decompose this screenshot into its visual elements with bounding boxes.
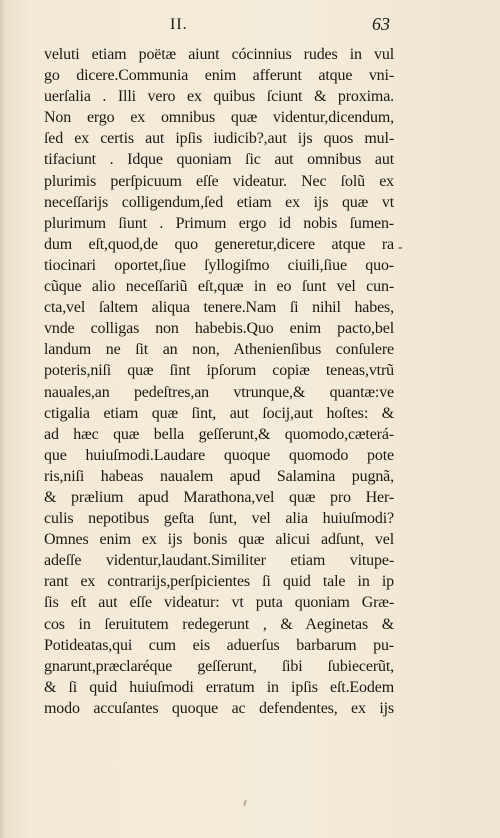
text-line: neceſſarijs colligendum,ſed etiam ex ijs quæ vt (44, 193, 394, 211)
page-number: 63 (372, 14, 390, 34)
text-line: vnde colligas non habebis.Quo enim pacto,bel (44, 320, 394, 338)
running-head (44, 14, 390, 38)
signature-mark: II. (170, 16, 188, 33)
text-line: gnarunt,præclaréque geſſerunt, ſibi ſubiecerũt, (44, 657, 394, 675)
text-line: ctigalia etiam quæ ſint, aut ſocij,aut hoſtes: & (44, 404, 394, 422)
text-line: cta,vel ſaltem aliqua tenere.Nam ſi nihil habes, (44, 299, 394, 317)
text-line: Potideatas,qui cum eis aduerſus barbarum pu- (44, 636, 394, 654)
margin-mark: - (398, 240, 403, 255)
body-text (44, 44, 394, 719)
text-line: veluti etiam poëtæ aiunt cócinnius rudes in vul (44, 46, 394, 63)
text-line: dum eſt,quod,de quo generetur,dicere atque ra (44, 235, 394, 253)
text-line: poteris,niſi quæ ſint ipſorum copiæ teneas,vtrũ (44, 362, 394, 380)
text-line: ſed ex certis aut ipſis iudicib?,aut ijs quos mul- (44, 130, 394, 148)
text-line: que huiuſmodi.Laudare quoque quomodo pote (44, 446, 394, 464)
text-line: ad hæc quæ bella geſſerunt,& quomodo,cæterá- (44, 425, 394, 443)
text-line: cũque alio neceſſariũ eſt,quæ in eo ſunt vel cun- (44, 278, 394, 296)
text-line: modo accuſantes quoque ac defendentes, ex ijs (44, 699, 394, 717)
text-line: ſis eſt aut eſſe videatur: vt puta quoniam Græ- (44, 594, 394, 612)
text-line: tiocinari oportet,ſiue ſyllogiſmo ciuili,ſiue quo- (44, 256, 394, 274)
text-line: plurimis perſpicuum eſſe videatur. Nec ſolũ ex (44, 172, 394, 190)
text-line: tifaciunt . Idque quoniam ſic aut omnibus aut (44, 151, 394, 169)
text-line: plurimum ſiunt . Primum ergo id nobis ſumen- (44, 214, 394, 232)
text-line: ris,niſi habeas naualem apud Salamina pugnã, (44, 467, 394, 485)
paper-speck (243, 800, 247, 806)
text-line: & prælium apud Marathona,vel quæ pro Her- (44, 488, 394, 506)
text-line: culis nepotibus geſta ſunt, vel alia huiuſmodi? (44, 510, 394, 528)
text-line: rant ex contrarijs,perſpicientes ſi quid tale in ip (44, 573, 394, 591)
text-line: Omnes enim ex ijs bonis quæ alicui adſunt, vel (44, 531, 394, 549)
text-line: adeſſe videntur,laudant.Similiter etiam vitupe- (44, 552, 394, 570)
text-line: Non ergo ex omnibus quæ videntur,dicendum, (44, 109, 394, 127)
text-line: nauales,an pedeſtres,an vtrunque,& quantæ:ve (44, 383, 394, 401)
text-line: uerſalia . Illi vero ex quibus ſciunt & proxima. (44, 88, 394, 106)
text-line: go dicere.Communia enim afferunt atque vni- (44, 67, 394, 85)
text-line: & ſi quid huiuſmodi erratum in ipſis eſt.Eodem (44, 678, 394, 696)
text-line: landum ne ſit an non, Athenienſibus conſulere (44, 341, 394, 359)
text-line: cos in ſeruitutem redegerunt , & Aeginetas & (44, 615, 394, 633)
